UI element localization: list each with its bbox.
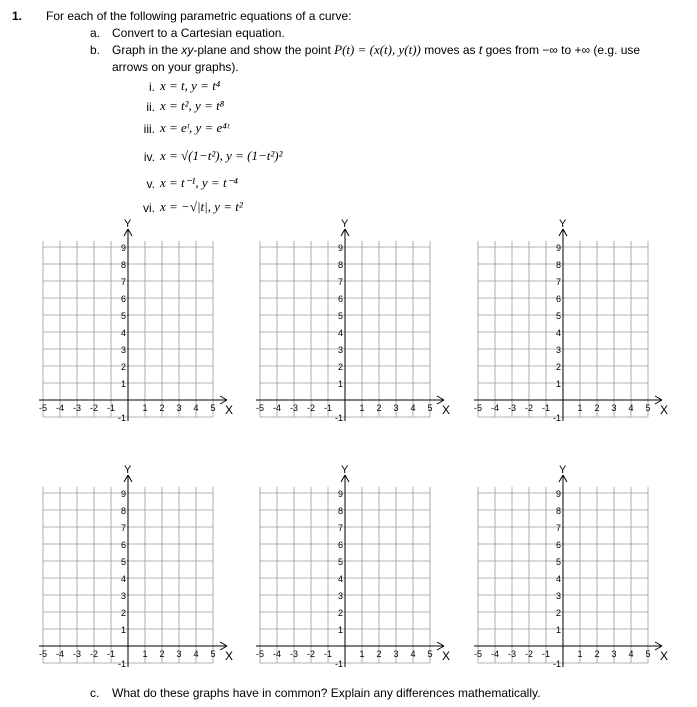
y-tick-label: 7 bbox=[120, 523, 126, 533]
graph-grid-2 bbox=[255, 220, 455, 435]
y-tick-label: 7 bbox=[337, 523, 343, 533]
y-tick-label: 9 bbox=[555, 243, 561, 253]
y-tick-label: 2 bbox=[337, 362, 343, 372]
x-tick-label: -1 bbox=[323, 649, 333, 659]
eq-label-v: v. bbox=[146, 177, 155, 191]
y-tick-label: 2 bbox=[120, 608, 126, 618]
y-tick-label: 1 bbox=[555, 625, 561, 635]
x-tick-label: -5 bbox=[38, 649, 48, 659]
y-tick-label: 4 bbox=[337, 574, 343, 584]
x-tick-label: -4 bbox=[55, 649, 65, 659]
y-tick-label: 6 bbox=[555, 540, 561, 550]
x-tick-label: -5 bbox=[255, 403, 265, 413]
y-tick-label: 2 bbox=[120, 362, 126, 372]
y-tick-label: 5 bbox=[555, 311, 561, 321]
x-tick-label: 4 bbox=[193, 649, 199, 659]
x-tick-label: -2 bbox=[306, 403, 316, 413]
x-tick-label: 5 bbox=[427, 403, 433, 413]
x-tick-label: 3 bbox=[611, 649, 617, 659]
x-tick-label: -4 bbox=[272, 403, 282, 413]
y-tick-label: 9 bbox=[337, 489, 343, 499]
part-b-text-1: Graph in the bbox=[112, 43, 182, 57]
y-tick-label: 4 bbox=[555, 574, 561, 584]
x-tick-label: 2 bbox=[376, 649, 382, 659]
x-tick-label: -2 bbox=[89, 403, 99, 413]
y-tick-label: 5 bbox=[120, 557, 126, 567]
x-tick-label: -1 bbox=[106, 403, 116, 413]
x-tick-label: -2 bbox=[524, 403, 534, 413]
x-tick-label: 2 bbox=[594, 403, 600, 413]
x-tick-label: -4 bbox=[55, 403, 65, 413]
x-tick-label: -4 bbox=[272, 649, 282, 659]
x-tick-label: -5 bbox=[255, 649, 265, 659]
x-tick-label: 4 bbox=[628, 403, 634, 413]
x-tick-label: -3 bbox=[72, 649, 82, 659]
x-tick-label: 3 bbox=[176, 403, 182, 413]
x-tick-label: 1 bbox=[577, 403, 583, 413]
y-tick-label: 8 bbox=[555, 260, 561, 270]
y-tick-label: 3 bbox=[120, 591, 126, 601]
y-tick-label: 1 bbox=[337, 625, 343, 635]
eq-label-i: i. bbox=[149, 80, 155, 94]
x-tick-label: -2 bbox=[524, 649, 534, 659]
y-tick-label: 1 bbox=[120, 625, 126, 635]
part-b-text-3: moves as bbox=[420, 43, 479, 57]
x-axis-label: X bbox=[660, 649, 669, 663]
y-tick-label: 3 bbox=[337, 345, 343, 355]
y-axis-label: Y bbox=[341, 464, 349, 476]
x-tick-label: 4 bbox=[193, 403, 199, 413]
y-tick-label: 1 bbox=[555, 379, 561, 389]
x-tick-label: 3 bbox=[393, 649, 399, 659]
eq-label-vi: vi. bbox=[143, 201, 155, 215]
x-axis-label: X bbox=[225, 403, 234, 417]
x-axis-label: X bbox=[442, 403, 451, 417]
y-tick-label: 3 bbox=[555, 591, 561, 601]
y-tick-label: 5 bbox=[555, 557, 561, 567]
eq-label-iii: iii. bbox=[143, 122, 155, 136]
x-tick-label: 5 bbox=[210, 403, 216, 413]
graph-grid-4 bbox=[38, 466, 238, 681]
y-tick-label: 6 bbox=[337, 540, 343, 550]
x-tick-label: -4 bbox=[490, 403, 500, 413]
eq-expr-i: x = t, y = t⁴ bbox=[160, 78, 221, 93]
y-tick-label: 5 bbox=[337, 311, 343, 321]
eq-expr-ii: x = t², y = t⁸ bbox=[160, 98, 225, 113]
y-tick-label: 4 bbox=[120, 328, 126, 338]
y-tick-label: 9 bbox=[337, 243, 343, 253]
y-tick-label: 7 bbox=[337, 277, 343, 287]
x-axis-label: X bbox=[660, 403, 669, 417]
x-tick-label: 4 bbox=[628, 649, 634, 659]
eq-label-iv: iv. bbox=[143, 150, 155, 164]
part-a-text: Convert to a Cartesian equation. bbox=[112, 26, 285, 40]
graph-grid-1 bbox=[38, 220, 238, 435]
part-b-text-line2: arrows on your graphs). bbox=[112, 60, 239, 74]
y-tick-label: 3 bbox=[555, 345, 561, 355]
part-a-label: a. bbox=[90, 26, 101, 40]
graph-grid-6 bbox=[473, 466, 673, 681]
graph-grid-3 bbox=[473, 220, 673, 435]
y-axis-label: Y bbox=[559, 218, 567, 230]
y-tick-label: 8 bbox=[120, 260, 126, 270]
y-tick-label: 9 bbox=[120, 243, 126, 253]
y-tick-label: 9 bbox=[555, 489, 561, 499]
y-tick-label: 8 bbox=[337, 506, 343, 516]
part-b-text-2: -plane and show the point bbox=[193, 43, 335, 57]
part-b-text bbox=[112, 43, 640, 57]
part-c-label: c. bbox=[90, 686, 100, 700]
eq-expr-vi: x = −√|t|, y = t² bbox=[160, 199, 243, 214]
y-axis-label: Y bbox=[341, 218, 349, 230]
x-tick-label: -5 bbox=[473, 649, 483, 659]
x-tick-label: -5 bbox=[38, 403, 48, 413]
y-tick-label: 3 bbox=[120, 345, 126, 355]
x-tick-label: -3 bbox=[289, 403, 299, 413]
eq-expr-iii: x = eᵗ, y = e⁴ᵗ bbox=[160, 120, 230, 135]
y-tick-label: 5 bbox=[120, 311, 126, 321]
point-expression: P(t) = (x(t), y(t)) bbox=[334, 42, 421, 57]
part-c-text: What do these graphs have in common? Explain any differences mathematically. bbox=[112, 686, 541, 700]
eq-expr-iv: x = √(1−t²), y = (1−t²)² bbox=[160, 148, 283, 163]
y-tick-label: 6 bbox=[120, 540, 126, 550]
x-tick-label: 2 bbox=[159, 403, 165, 413]
y-axis-label: Y bbox=[124, 464, 132, 476]
y-tick-label: 2 bbox=[555, 608, 561, 618]
part-b-label: b. bbox=[90, 43, 101, 57]
part-b-xy: xy bbox=[181, 43, 194, 57]
y-tick-label: 7 bbox=[120, 277, 126, 287]
problem-number: 1. bbox=[12, 9, 23, 23]
graph-grid-5 bbox=[255, 466, 455, 681]
x-tick-label: -3 bbox=[507, 649, 517, 659]
y-tick-label: 9 bbox=[120, 489, 126, 499]
problem-prompt: For each of the following parametric equations of a curve: bbox=[46, 9, 352, 23]
y-tick-label: 4 bbox=[555, 328, 561, 338]
x-tick-label: 1 bbox=[359, 649, 365, 659]
y-tick-label: 2 bbox=[555, 362, 561, 372]
x-tick-label: 1 bbox=[577, 649, 583, 659]
y-tick-label: -1 bbox=[552, 659, 561, 669]
y-tick-label: 7 bbox=[555, 523, 561, 533]
x-tick-label: 2 bbox=[594, 649, 600, 659]
x-tick-label: 1 bbox=[142, 403, 148, 413]
x-tick-label: 4 bbox=[410, 403, 416, 413]
x-tick-label: 5 bbox=[645, 403, 651, 413]
part-b-text-4: goes from −∞ to +∞ (e.g. use bbox=[482, 43, 641, 57]
y-tick-label: 5 bbox=[337, 557, 343, 567]
x-tick-label: 3 bbox=[176, 649, 182, 659]
x-tick-label: -1 bbox=[541, 403, 551, 413]
x-tick-label: 1 bbox=[359, 403, 365, 413]
y-tick-label: 3 bbox=[337, 591, 343, 601]
y-axis-label: Y bbox=[559, 464, 567, 476]
x-tick-label: -1 bbox=[106, 649, 116, 659]
y-tick-label: 7 bbox=[555, 277, 561, 287]
y-axis-label: Y bbox=[124, 218, 132, 230]
x-tick-label: -3 bbox=[507, 403, 517, 413]
x-tick-label: -2 bbox=[306, 649, 316, 659]
part-b-t: t bbox=[478, 43, 483, 57]
x-tick-label: -1 bbox=[323, 403, 333, 413]
x-tick-label: 2 bbox=[159, 649, 165, 659]
y-tick-label: 8 bbox=[120, 506, 126, 516]
y-tick-label: 2 bbox=[337, 608, 343, 618]
x-tick-label: 2 bbox=[376, 403, 382, 413]
y-tick-label: 4 bbox=[337, 328, 343, 338]
y-tick-label: -1 bbox=[552, 413, 561, 423]
y-tick-label: -1 bbox=[117, 659, 126, 669]
y-tick-label: -1 bbox=[117, 413, 126, 423]
x-axis-label: X bbox=[442, 649, 451, 663]
x-tick-label: 4 bbox=[410, 649, 416, 659]
y-tick-label: 6 bbox=[337, 294, 343, 304]
y-tick-label: 8 bbox=[555, 506, 561, 516]
y-tick-label: 1 bbox=[120, 379, 126, 389]
x-tick-label: -2 bbox=[89, 649, 99, 659]
eq-expr-v: x = t⁻¹, y = t⁻⁴ bbox=[160, 175, 238, 190]
y-tick-label: -1 bbox=[334, 413, 343, 423]
x-tick-label: -4 bbox=[490, 649, 500, 659]
x-tick-label: 5 bbox=[645, 649, 651, 659]
x-tick-label: 3 bbox=[393, 403, 399, 413]
x-tick-label: -1 bbox=[541, 649, 551, 659]
y-tick-label: 1 bbox=[337, 379, 343, 389]
x-tick-label: 5 bbox=[210, 649, 216, 659]
y-tick-label: -1 bbox=[334, 659, 343, 669]
eq-label-ii: ii. bbox=[146, 100, 155, 114]
x-tick-label: 1 bbox=[142, 649, 148, 659]
x-tick-label: -3 bbox=[289, 649, 299, 659]
y-tick-label: 6 bbox=[555, 294, 561, 304]
x-tick-label: 5 bbox=[427, 649, 433, 659]
y-tick-label: 4 bbox=[120, 574, 126, 584]
x-tick-label: -3 bbox=[72, 403, 82, 413]
x-tick-label: -5 bbox=[473, 403, 483, 413]
x-tick-label: 3 bbox=[611, 403, 617, 413]
y-tick-label: 8 bbox=[337, 260, 343, 270]
x-axis-label: X bbox=[225, 649, 234, 663]
y-tick-label: 6 bbox=[120, 294, 126, 304]
